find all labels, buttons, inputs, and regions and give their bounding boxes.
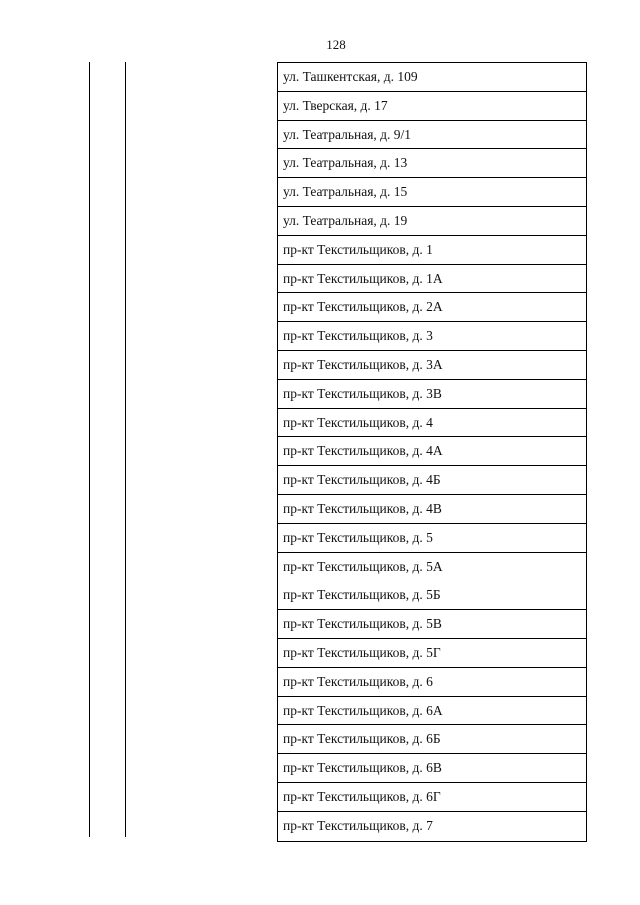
address-row: пр-кт Текстильщиков, д. 5Б (278, 581, 586, 610)
address-row: пр-кт Текстильщиков, д. 6В (278, 754, 586, 783)
address-row: ул. Тверская, д. 17 (278, 92, 586, 121)
address-row: ул. Театральная, д. 9/1 (278, 121, 586, 150)
address-row: пр-кт Текстильщиков, д. 4 (278, 409, 586, 438)
address-row: пр-кт Текстильщиков, д. 6Б (278, 725, 586, 754)
address-table (277, 62, 587, 842)
address-row: ул. Театральная, д. 19 (278, 207, 586, 236)
address-row: пр-кт Текстильщиков, д. 6А (278, 697, 586, 726)
page-number: 128 (326, 37, 346, 52)
address-row: пр-кт Текстильщиков, д. 3В (278, 380, 586, 409)
address-row: пр-кт Текстильщиков, д. 4Б (278, 466, 586, 495)
address-row: ул. Театральная, д. 13 (278, 149, 586, 178)
address-row: пр-кт Текстильщиков, д. 3 (278, 322, 586, 351)
table-column-border-left (89, 62, 90, 837)
address-row: пр-кт Текстильщиков, д. 3А (278, 351, 586, 380)
address-row: пр-кт Текстильщиков, д. 5А (283, 558, 443, 574)
table-column-border-second (125, 62, 126, 837)
address-row: ул. Театральная, д. 15 (278, 178, 586, 207)
address-row: ул. Ташкентская, д. 109 (278, 63, 586, 92)
address-row: пр-кт Текстильщиков, д. 1 (278, 236, 586, 265)
address-row: пр-кт Текстильщиков, д. 6Г (278, 783, 586, 812)
address-row: пр-кт Текстильщиков, д. 5В (278, 610, 586, 639)
address-row: пр-кт Текстильщиков, д. 5 (278, 524, 586, 553)
address-row: пр-кт Текстильщиков, д. 5Г (278, 639, 586, 668)
address-row: пр-кт Текстильщиков, д. 1А (278, 265, 586, 294)
address-row: пр-кт Текстильщиков, д. 6 (278, 668, 586, 697)
address-row: пр-кт Текстильщиков, д. 4А (278, 437, 586, 466)
address-row: пр-кт Текстильщиков, д. 4В (278, 495, 586, 524)
address-row: пр-кт Текстильщиков, д. 2А (278, 293, 586, 322)
address-row: пр-кт Текстильщиков, д. 7 (283, 817, 433, 833)
